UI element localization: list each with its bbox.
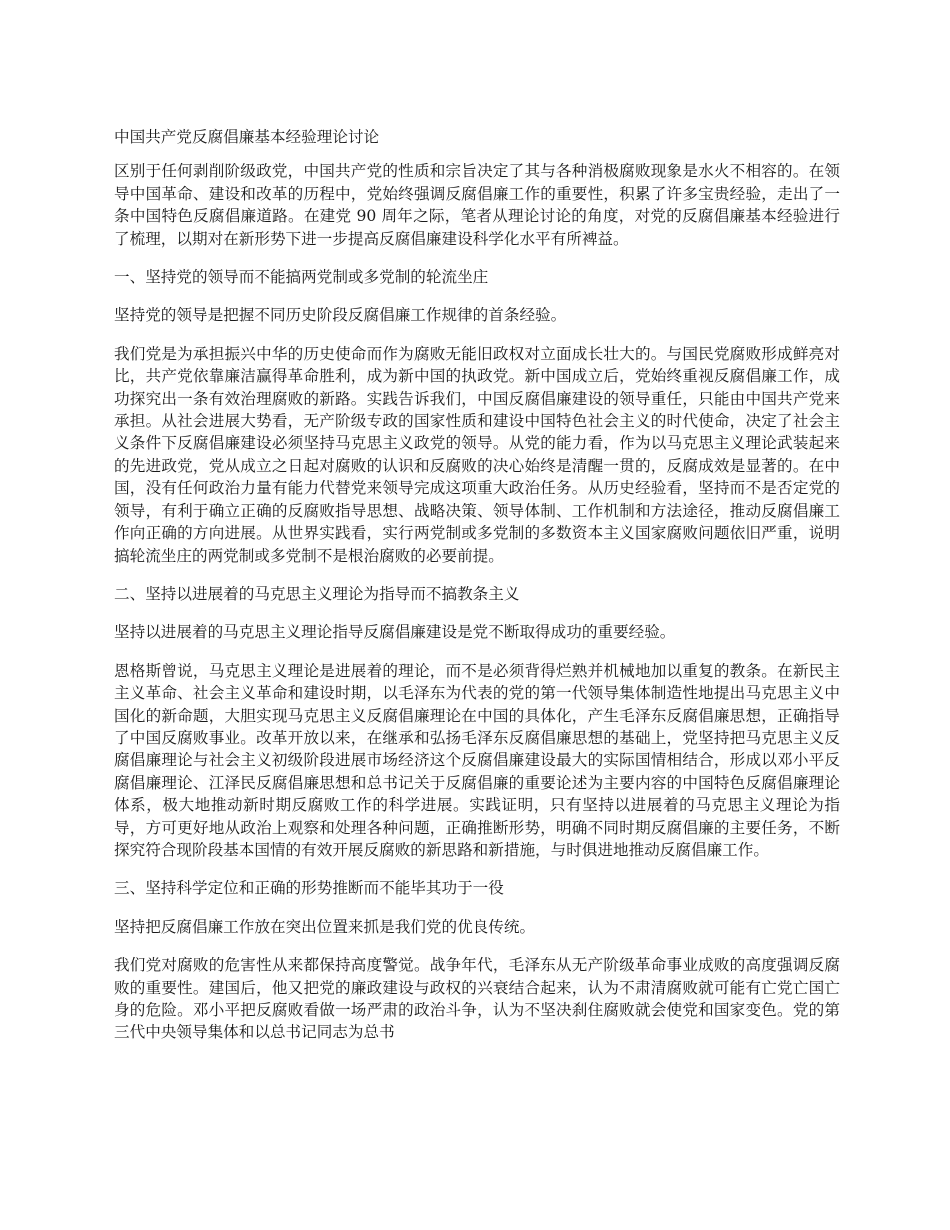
document-title: 中国共产党反腐倡廉基本经验理论讨论 [114,128,380,146]
section-summary-1: 坚持党的领导是把握不同历史阶段反腐倡廉工作规律的首条经验。 [114,306,567,325]
document-body [114,126,840,1060]
body-paragraph: 我们党对腐败的危害性从来都保持高度警觉。战争年代，毛泽东从无产阶级革命事业成败的高度强调反腐败的重要性。建国后，他又把党的廉政建设与政权的兴衰结合起来，认为不肃清腐败就可能有亡党亡国亡身的危险。邓小平把反腐败看做一场严肃的政治斗争，认为不坚决刹住腐败就会使党和国家变色。党的第三代中央领导集体和以总书记同志为总书 [114,956,840,1042]
section-heading-3: 三、坚持科学定位和正确的形势推断而不能毕其功于一役 [114,879,504,898]
body-paragraph: 我们党是为承担振兴中华的历史使命而作为腐败无能旧政权对立面成长壮大的。与国民党腐败形成鲜亮对比，共产党依靠廉洁赢得革命胜利，成为新中国的执政党。新中国成立后，党始终重视反腐倡廉工作，成功探究出一条有效治理腐败的新路。实践告诉我们，中国反腐倡廉建设的领导重任，只能由中国共产党来承担。从社会进展大势看，无产阶级专政的国家性质和建设中国特色社会主义的时代使命，决定了社会主义条件下反腐倡廉建设必须坚持马克思主义政党的领导。从党的能力看，作为以马克思主义理论武装起来的先进政党，党从成立之日起对腐败的认识和反腐败的决心始终是清醒一贯的，反腐成效是显著的。在中国，没有任何政治力量有能力代替党来领导完成这项重大政治任务。从历史经验看，坚持而不是否定党的领导，有利于确立正确的反腐败指导思想、战略决策、领导体制、工作机制和方法途径，推动反腐倡廉工作向正确的方向进展。从世界实践看，实行两党制或多党制的多数资本主义国家腐败问题依旧严重，说明搞轮流坐庄的两党制或多党制不是根治腐败的必要前提。 [114,344,840,565]
section-heading-1: 一、坚持党的领导而不能搞两党制或多党制的轮流坐庄 [114,268,489,287]
section-heading-2: 二、坚持以进展着的马克思主义理论为指导而不搞教条主义 [114,584,520,603]
body-paragraph: 恩格斯曾说，马克思主义理论是进展着的理论，而不是必须背得烂熟并机械地加以重复的教条。在新民主主义革命、社会主义革命和建设时期，以毛泽东为代表的党的第一代领导集体制造性地提出马克思主义中国化的新命题，大胆实现马克思主义反腐倡廉理论在中国的具体化，产生毛泽东反腐倡廉思想，正确指导了中国反腐败事业。改革开放以来，在继承和弘扬毛泽东反腐倡廉思想的基础上，党坚持把马克思主义反腐倡廉理论与社会主义初级阶段进展市场经济这个反腐倡廉建设最大的实际国情相结合，形成以邓小平反腐倡廉理论、江泽民反腐倡廉思想和总书记关于反腐倡廉的重要论述为主要内容的中国特色反腐倡廉理论体系，极大地推动新时期反腐败工作的科学进展。实践证明，只有坚持以进展着的马克思主义理论为指导，方可更好地从政治上观察和处理各种问题，正确推断形势，明确不同时期反腐倡廉的主要任务，不断探究符合现阶段基本国情的有效开展反腐败的新思路和新措施，与时俱进地推动反腐倡廉工作。 [114,661,840,859]
section-summary-2: 坚持以进展着的马克思主义理论指导反腐倡廉建设是党不断取得成功的重要经验。 [114,623,676,642]
section-summary-3: 坚持把反腐倡廉工作放在突出位置来抓是我们党的优良传统。 [114,917,536,936]
intro-paragraph: 区别于任何剥削阶级政党，中国共产党的性质和宗旨决定了其与各种消极腐败现象是水火不相容的。在领导中国革命、建设和改革的历程中，党始终强调反腐倡廉工作的重要性，积累了许多宝贵经验，走出了一条中国特色反腐倡廉道路。在建党 90 周年之际，笔者从理论讨论的角度，对党的反腐倡廉基本经验进行了梳理，以期对在新形势下进一步提高反腐倡廉建设科学化水平有所裨益。 [114,162,840,248]
